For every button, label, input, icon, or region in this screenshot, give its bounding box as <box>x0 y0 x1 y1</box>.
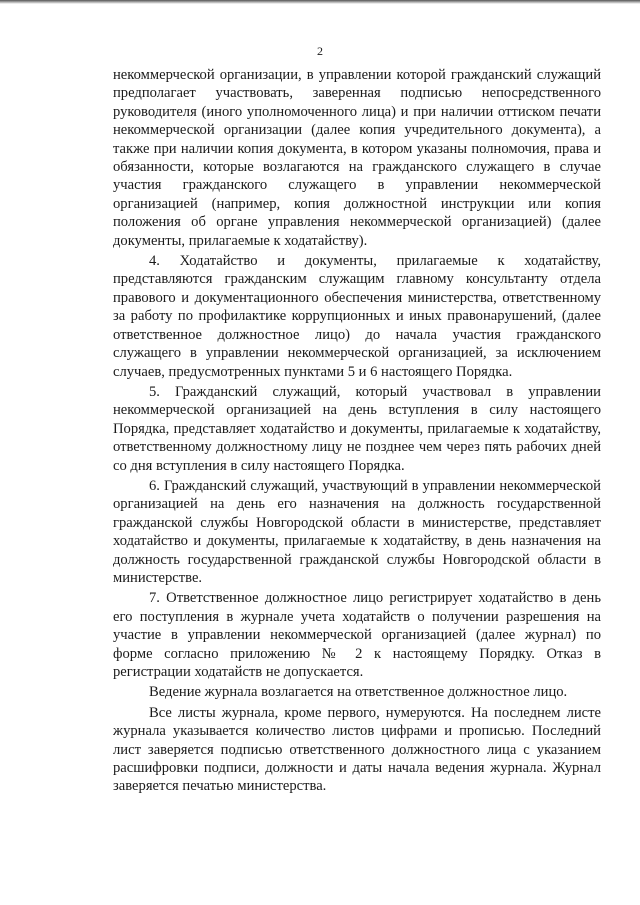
paragraph-item-7: 7. Ответственное должностное лицо регистрирует ходатайство в день его поступления в журнале учета ходатайств о получении разрешения на участие в управлении некоммерческой организацией (далее журнал) по форме согласно приложению № 2 к настоящему Порядку. Отказ в регистрации ходатайств не допускается. <box>113 590 601 680</box>
paragraph-item-6: 6. Гражданский служащий, участвующий в управлении некоммерческой организацией на день его назначения на должность государственной гражданской службы Новгородской области в министерстве, представляет ходатайство и документы, прилагаемые к ходатайству, в день назначения на должность государственной гражданской службы Новгородской области в министерстве. <box>113 477 601 586</box>
paragraph-item-4: 4. Ходатайство и документы, прилагаемые к ходатайству, представляются гражданским служащим главному консультанту отдела правового и документационного обеспечения министерства, ответственному за работу по профилактике коррупционных и иных правонарушений, (далее ответственное должностное лицо) до начала участия гражданского служащего в управлении некоммерческой организацией, за исключением случаев, предусмотренных пунктами 5 и 6 настоящего Порядка. <box>113 253 601 380</box>
paragraph-continuation: некоммерческой организации, в управлении которой гражданский служащий предполагает участвовать, заверенная подписью непосредственного руководителя (иного уполномоченного лица) и при наличии оттиском печати некоммерческой организации (далее копия учредительного документа), а также при наличии копия документа, в котором указаны полномочия, права и обязанности, которые возлагаются на гражданского служащего в случае участия гражданского служащего в управлении некоммерческой организацией (например, копия должностной инструкции или копия положения об органе управления некоммерческой организацией) (далее документы, прилагаемые к ходатайству). <box>113 67 601 249</box>
document-body <box>113 66 601 798</box>
paragraph-journal-pages: Все листы журнала, кроме первого, нумеруются. На последнем листе журнала указывается количество листов цифрами и прописью. Последний лист заверяется подписью ответственного должностного лица с указанием расшифровки подписи, должности и даты начала ведения журнала. Журнал заверяется печатью министерства. <box>113 704 601 795</box>
paragraph-journal-keeping: Ведение журнала возлагается на ответственное должностное лицо. <box>149 684 568 701</box>
scan-edge <box>0 0 640 4</box>
paragraph-item-5: 5. Гражданский служащий, который участвовал в управлении некоммерческой организацией на день вступления в силу настоящего Порядка, представляет ходатайство и документы, прилагаемые к ходатайству, ответственному должностному лицу не позднее чем через пять рабочих дней со дня вступления в силу настоящего Порядка. <box>113 383 601 474</box>
page-number: 2 <box>317 44 323 58</box>
